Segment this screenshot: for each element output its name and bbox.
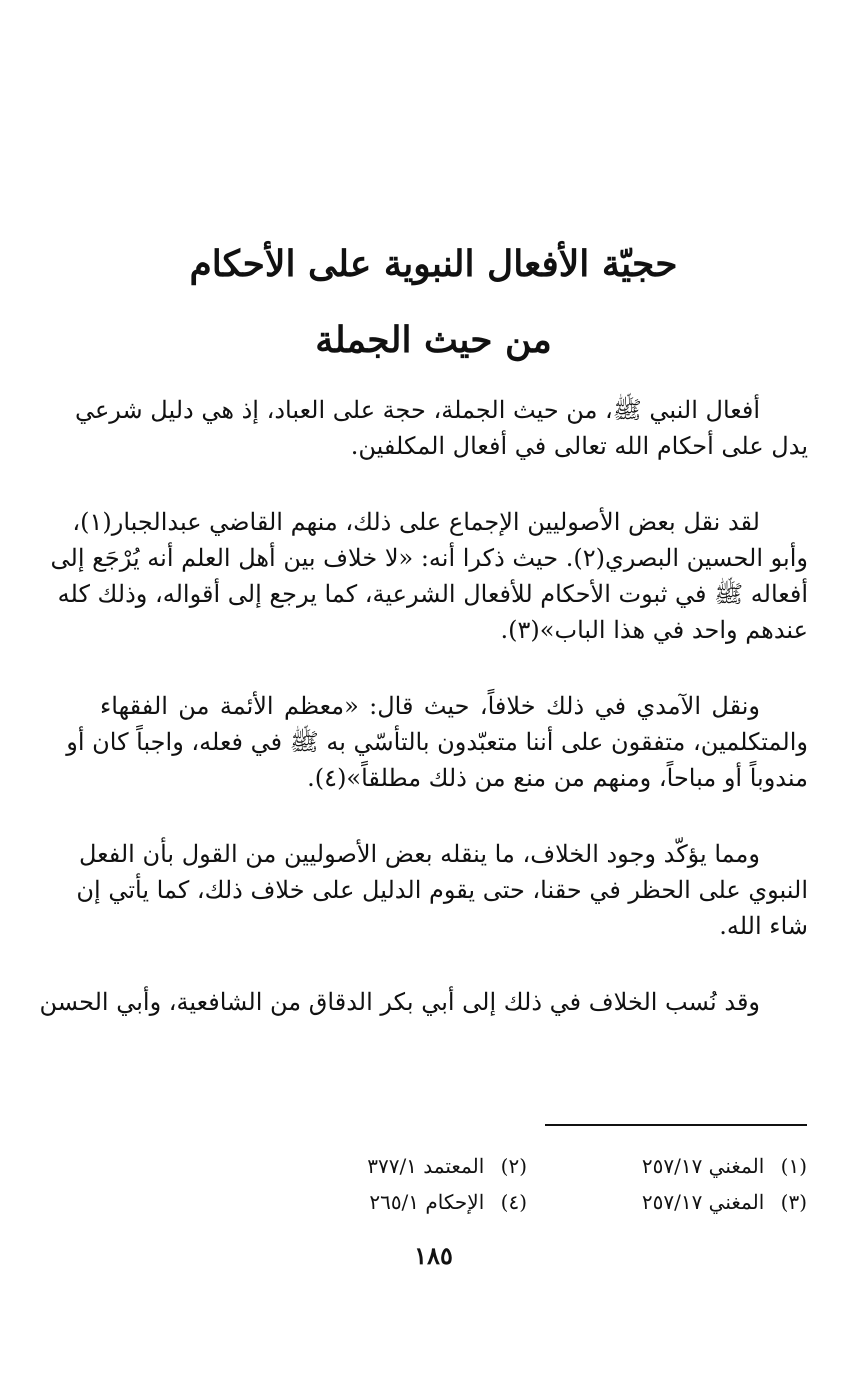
page-title: حجيّة الأفعال النبوية على الأحكام (189, 243, 678, 285)
text-line: لقد نقل بعض الأصوليين الإجماع على ذلك، منهم القاضي عبدالجبار(١)، (72, 508, 760, 536)
text-line: يدل على أحكام الله تعالى في أفعال المكلفين. (350, 432, 808, 460)
text-line: ومما يؤكّد وجود الخلاف، ما ينقله بعض الأصوليين من القول بأن الفعل (78, 840, 760, 868)
footnote-number: (٢) (500, 1154, 527, 1178)
footnote-number: (٤) (500, 1190, 527, 1214)
footnote-text: الإحكام ٢٦٥/١ (369, 1190, 485, 1214)
body-text (39, 392, 808, 1060)
footnotes (247, 1148, 807, 1220)
text-line: ونقل الآمدي في ذلك خلافاً، حيث قال: «معظم الأئمة من الفقهاء (100, 692, 760, 720)
footnote-row (247, 1148, 807, 1184)
page-number: ١٨٥ (414, 1241, 453, 1270)
text-line: وأبو الحسين البصري(٢). حيث ذكرا أنه: «لا خلاف بين أهل العلم أنه يُرْجَع إلى (50, 544, 808, 572)
text-line: وقد نُسب الخلاف في ذلك إلى أبي بكر الدقاق من الشافعية، وأبي الحسن (39, 988, 760, 1016)
footnote-number: (١) (780, 1154, 807, 1178)
footnote-number: (٣) (780, 1190, 807, 1214)
text-line: أفعال النبي ﷺ، من حيث الجملة، حجة على العباد، إذ هي دليل شرعي (74, 396, 760, 424)
footnote-text: المغني ٢٥٧/١٧ (641, 1190, 765, 1214)
footnote-text: المعتمد ٣٧٧/١ (367, 1154, 485, 1178)
paragraph-5 (39, 984, 808, 1020)
text-line: أفعاله ﷺ في ثبوت الأحكام للأفعال الشرعية، كما يرجع إلى أقواله، وذلك كله (57, 580, 808, 608)
paragraph-4 (76, 836, 808, 944)
text-line: مندوباً أو مباحاً، ومنهم من منع من ذلك مطلقاً»(٤). (307, 764, 808, 792)
footnote-text: المغني ٢٥٧/١٧ (641, 1154, 765, 1178)
paragraph-2 (50, 504, 808, 648)
paragraph-1 (74, 392, 808, 464)
text-line: عندهم واحد في هذا الباب»(٣). (500, 616, 808, 644)
footnote-1 (527, 1148, 807, 1184)
footnote-row (247, 1184, 807, 1220)
footnote-2 (247, 1148, 527, 1184)
text-line: والمتكلمين، متفقون على أننا متعبّدون بالتأسّي به ﷺ في فعله، واجباً كان أو (66, 728, 808, 756)
footnote-separator (545, 1124, 807, 1126)
page-subtitle: من حيث الجملة (315, 319, 552, 361)
paragraph-3 (66, 688, 808, 796)
footnote-4 (247, 1184, 527, 1220)
text-line: شاء الله. (719, 912, 808, 940)
text-line: النبوي على الحظر في حقنا، حتى يقوم الدليل على خلاف ذلك، كما يأتي إن (76, 876, 808, 904)
footnote-3 (527, 1184, 807, 1220)
